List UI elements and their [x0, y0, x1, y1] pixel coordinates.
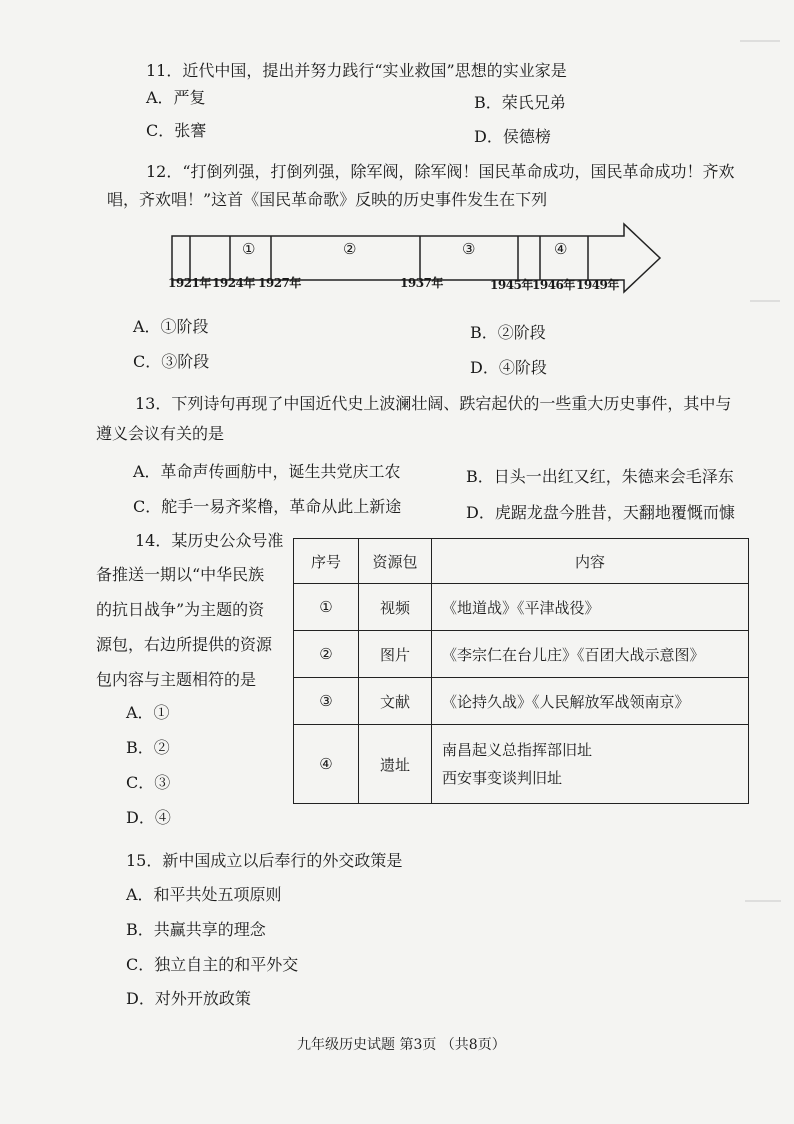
q15-option-c[interactable]: C．独立自主的和平外交	[126, 955, 299, 974]
timeline-year: 1924年	[212, 276, 255, 290]
table-cell-no: ③	[294, 678, 359, 725]
resource-table	[293, 538, 749, 804]
scan-artifact	[745, 900, 781, 902]
q11-option-b[interactable]: B．荣氏兄弟	[474, 93, 566, 112]
q13-option-d[interactable]: D．虎踞龙盘今胜昔，天翻地覆慨而慷	[466, 503, 735, 522]
q15-stem: 15．新中国成立以后奉行的外交政策是	[126, 851, 403, 870]
timeline-year: 1949年	[576, 278, 619, 292]
q12-option-d[interactable]: D．④阶段	[470, 358, 547, 377]
q13-stem-line2: 遵义会议有关的是	[96, 424, 225, 443]
table-cell-type: 文献	[359, 678, 432, 725]
timeline-year: 1945年	[490, 278, 533, 292]
timeline-stage-2: ②	[343, 240, 357, 258]
q14-stem-line: 源包，右边所提供的资源	[96, 635, 273, 654]
q12-stem-line2: 唱，齐欢唱！”这首《国民革命歌》反映的历史事件发生在下列	[107, 190, 548, 209]
timeline-year: 1937年	[400, 276, 443, 290]
table-cell-content: 《地道战》《平津战役》	[432, 584, 749, 631]
table-cell-content-line: 南昌起义总指挥部旧址	[442, 741, 593, 759]
table-cell-type: 遗址	[359, 725, 432, 804]
q13-option-b[interactable]: B．日头一出红又红，朱德来会毛泽东	[466, 467, 734, 486]
table-row	[294, 584, 749, 631]
page-footer: 九年级历史试题 第3页 （共8页）	[297, 1037, 506, 1053]
table-header: 序号	[294, 539, 359, 584]
table-cell-content: 《论持久战》《人民解放军战领南京》	[432, 678, 749, 725]
table-cell-no: ①	[294, 584, 359, 631]
table-cell-no: ④	[294, 725, 359, 804]
q14-stem-line: 14．某历史公众号准	[135, 531, 284, 550]
timeline	[168, 218, 668, 298]
table-cell-no: ②	[294, 631, 359, 678]
q13-option-c[interactable]: C．舵手一易齐桨橹，革命从此上新途	[133, 497, 402, 516]
q15-option-a[interactable]: A．和平共处五项原则	[126, 885, 282, 904]
scan-artifact	[750, 300, 780, 302]
q13-stem-line1: 13．下列诗句再现了中国近代史上波澜壮阔、跌宕起伏的一些重大历史事件，其中与	[135, 394, 732, 413]
q12-option-b[interactable]: B．②阶段	[470, 323, 546, 342]
timeline-stage-1: ①	[242, 240, 256, 258]
table-cell-content-line: 西安事变谈判旧址	[442, 769, 563, 787]
table-header: 内容	[432, 539, 749, 584]
scan-artifact	[740, 40, 780, 42]
timeline-stage-3: ③	[462, 240, 476, 258]
timeline-year: 1946年	[532, 278, 575, 292]
table-cell-content	[432, 725, 749, 804]
q14-stem-line: 备推送一期以“中华民族	[96, 565, 265, 584]
q12-stem-line1: 12．“打倒列强，打倒列强，除军阀，除军阀！国民革命成功，国民革命成功！齐欢	[146, 162, 735, 181]
table-header-row	[294, 539, 749, 584]
q11-option-a[interactable]: A．严复	[146, 88, 206, 107]
timeline-stage-4: ④	[554, 240, 568, 258]
timeline-year: 1927年	[258, 276, 301, 290]
q14-option-c[interactable]: C．③	[126, 773, 171, 792]
timeline-year: 1921年	[168, 276, 211, 290]
table-cell-content: 《李宗仁在台儿庄》《百团大战示意图》	[432, 631, 749, 678]
q15-option-b[interactable]: B．共赢共享的理念	[126, 920, 266, 939]
table-cell-type: 视频	[359, 584, 432, 631]
table-row	[294, 678, 749, 725]
q13-option-a[interactable]: A．革命声传画舫中，诞生共党庆工农	[133, 462, 401, 481]
q14-option-b[interactable]: B．②	[126, 738, 170, 757]
q14-stem-line: 的抗日战争”为主题的资	[96, 600, 265, 619]
table-header: 资源包	[359, 539, 432, 584]
q12-option-c[interactable]: C．③阶段	[133, 352, 210, 371]
q15-option-d[interactable]: D．对外开放政策	[126, 989, 251, 1008]
q14-stem-line: 包内容与主题相符的是	[96, 670, 257, 689]
q11-option-d[interactable]: D．侯德榜	[474, 127, 551, 146]
table-row	[294, 631, 749, 678]
q11-stem: 11．近代中国，提出并努力践行“实业救国”思想的实业家是	[146, 61, 567, 80]
table-row	[294, 725, 749, 804]
q14-option-d[interactable]: D．④	[126, 808, 171, 827]
q12-option-a[interactable]: A．①阶段	[133, 317, 209, 336]
table-cell-type: 图片	[359, 631, 432, 678]
q11-option-c[interactable]: C．张謇	[146, 121, 207, 140]
q14-option-a[interactable]: A．①	[126, 703, 170, 722]
